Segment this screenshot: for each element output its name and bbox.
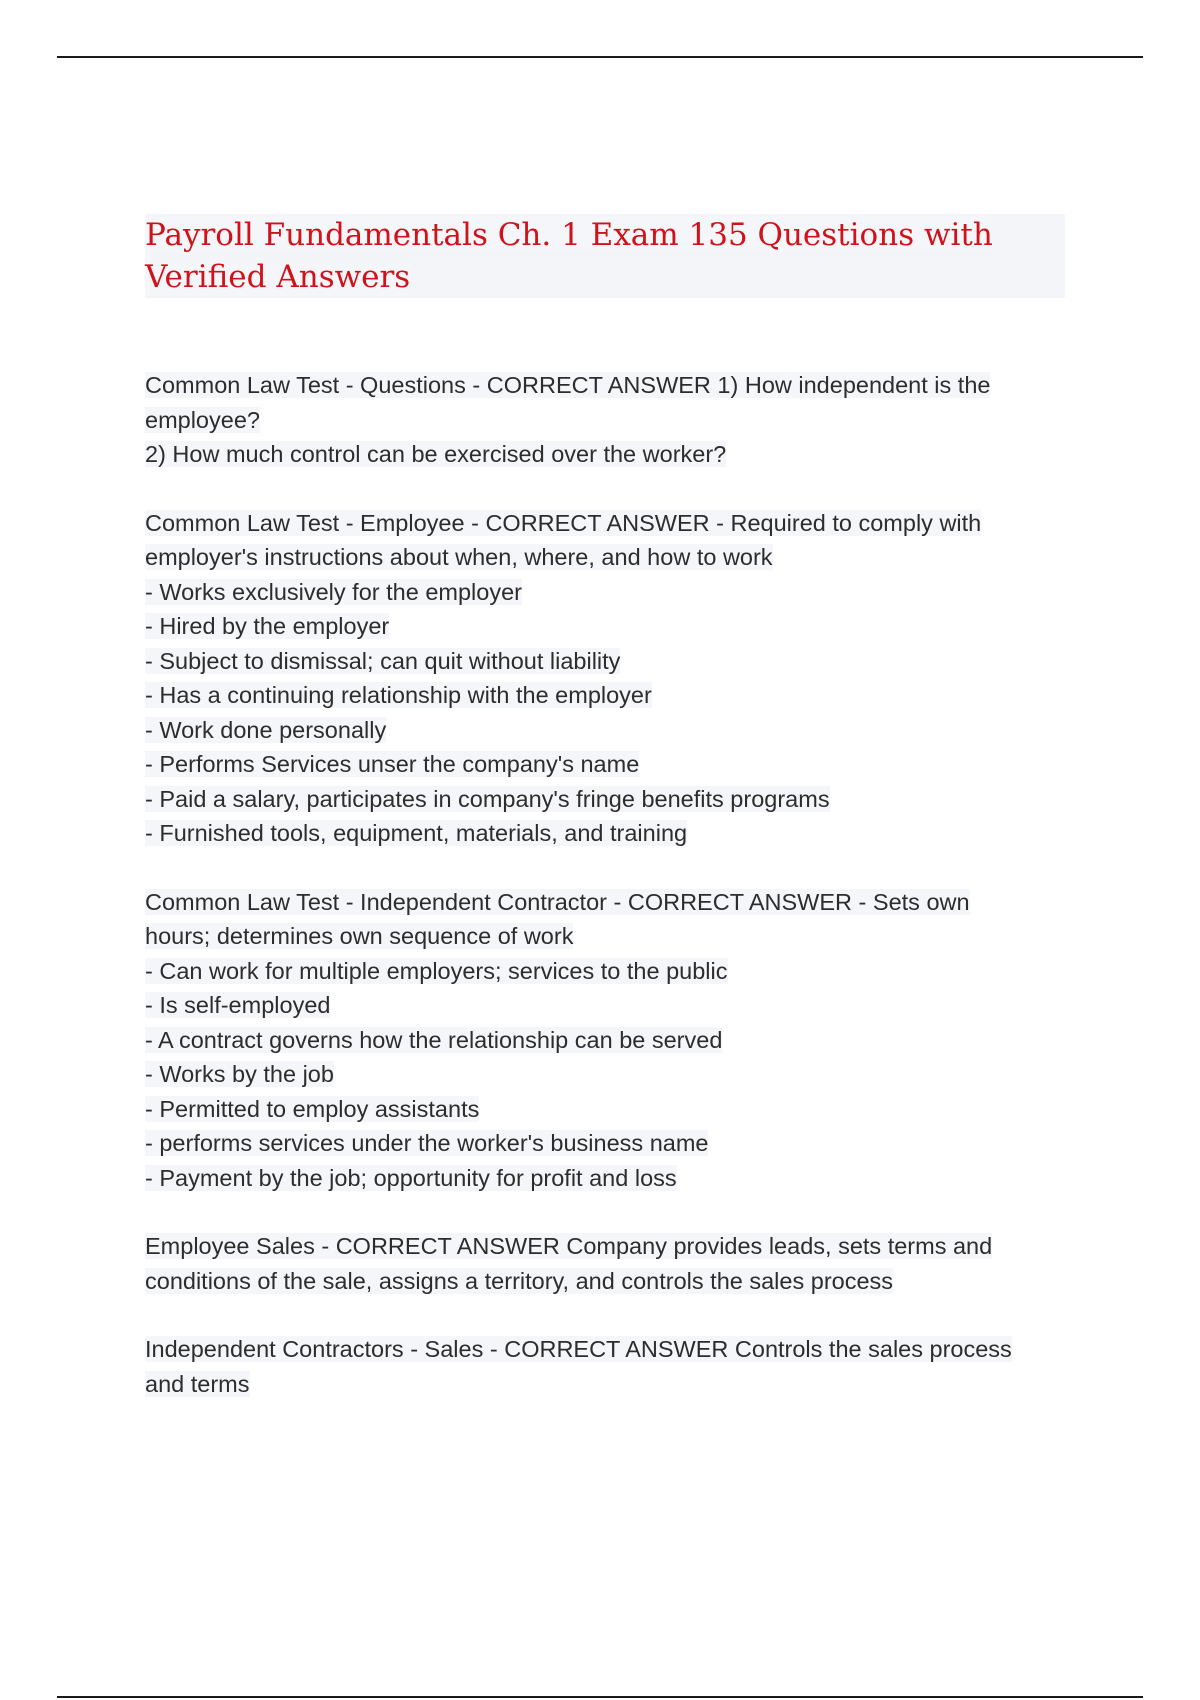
list-item: - Subject to dismissal; can quit without liability bbox=[145, 647, 621, 674]
qa-entry-employee-sales bbox=[145, 1229, 1065, 1298]
text-line: employee? bbox=[145, 406, 260, 433]
list-item: - Works exclusively for the employer bbox=[145, 578, 522, 605]
list-item: - performs services under the worker's business name bbox=[145, 1130, 709, 1156]
document-body bbox=[145, 214, 1065, 1435]
list-item: - Has a continuing relationship with the employer bbox=[145, 682, 652, 708]
text-line: and terms bbox=[145, 1370, 250, 1397]
list-item: - Can work for multiple employers; services to the public bbox=[145, 957, 728, 984]
text-line: Employee Sales - CORRECT ANSWER Company provides leads, sets terms and bbox=[145, 1233, 993, 1259]
bottom-rule bbox=[57, 1696, 1143, 1698]
list-item: - Is self-employed bbox=[145, 992, 331, 1018]
list-item: - Payment by the job; opportunity for profit and loss bbox=[145, 1164, 677, 1191]
title-line: Payroll Fundamentals Ch. 1 Exam 135 Questions with bbox=[145, 214, 1065, 256]
text-line: 2) How much control can be exercised over the worker? bbox=[145, 441, 727, 467]
list-item: - Furnished tools, equipment, materials, and training bbox=[145, 820, 688, 846]
qa-entry-common-law-questions bbox=[145, 368, 1065, 472]
list-item: - Work done personally bbox=[145, 716, 387, 743]
text-line: Common Law Test - Questions - CORRECT ANSWER 1) How independent is the bbox=[145, 372, 991, 398]
list-item: - Performs Services unser the company's name bbox=[145, 751, 640, 777]
text-line: Independent Contractors - Sales - CORRECT ANSWER Controls the sales process bbox=[145, 1336, 1012, 1362]
page-title bbox=[145, 214, 1065, 298]
list-item: - A contract governs how the relationship can be served bbox=[145, 1026, 723, 1053]
qa-entry-common-law-contractor bbox=[145, 885, 1065, 1196]
text-line: employer's instructions about when, where, and how to work bbox=[145, 544, 773, 570]
list-item: - Paid a salary, participates in company's fringe benefits programs bbox=[145, 785, 830, 812]
text-line: Common Law Test - Independent Contractor - CORRECT ANSWER - Sets own bbox=[145, 888, 970, 915]
text-line: Common Law Test - Employee - CORRECT ANSWER - Required to comply with bbox=[145, 509, 982, 536]
title-line: Verified Answers bbox=[145, 256, 1065, 298]
qa-entry-contractor-sales bbox=[145, 1332, 1065, 1401]
list-item: - Permitted to employ assistants bbox=[145, 1095, 480, 1122]
top-rule bbox=[57, 56, 1143, 58]
text-line: hours; determines own sequence of work bbox=[145, 923, 574, 949]
text-line: conditions of the sale, assigns a territory, and controls the sales process bbox=[145, 1267, 894, 1294]
list-item: - Hired by the employer bbox=[145, 613, 390, 639]
list-item: - Works by the job bbox=[145, 1061, 334, 1087]
qa-entry-common-law-employee bbox=[145, 506, 1065, 851]
